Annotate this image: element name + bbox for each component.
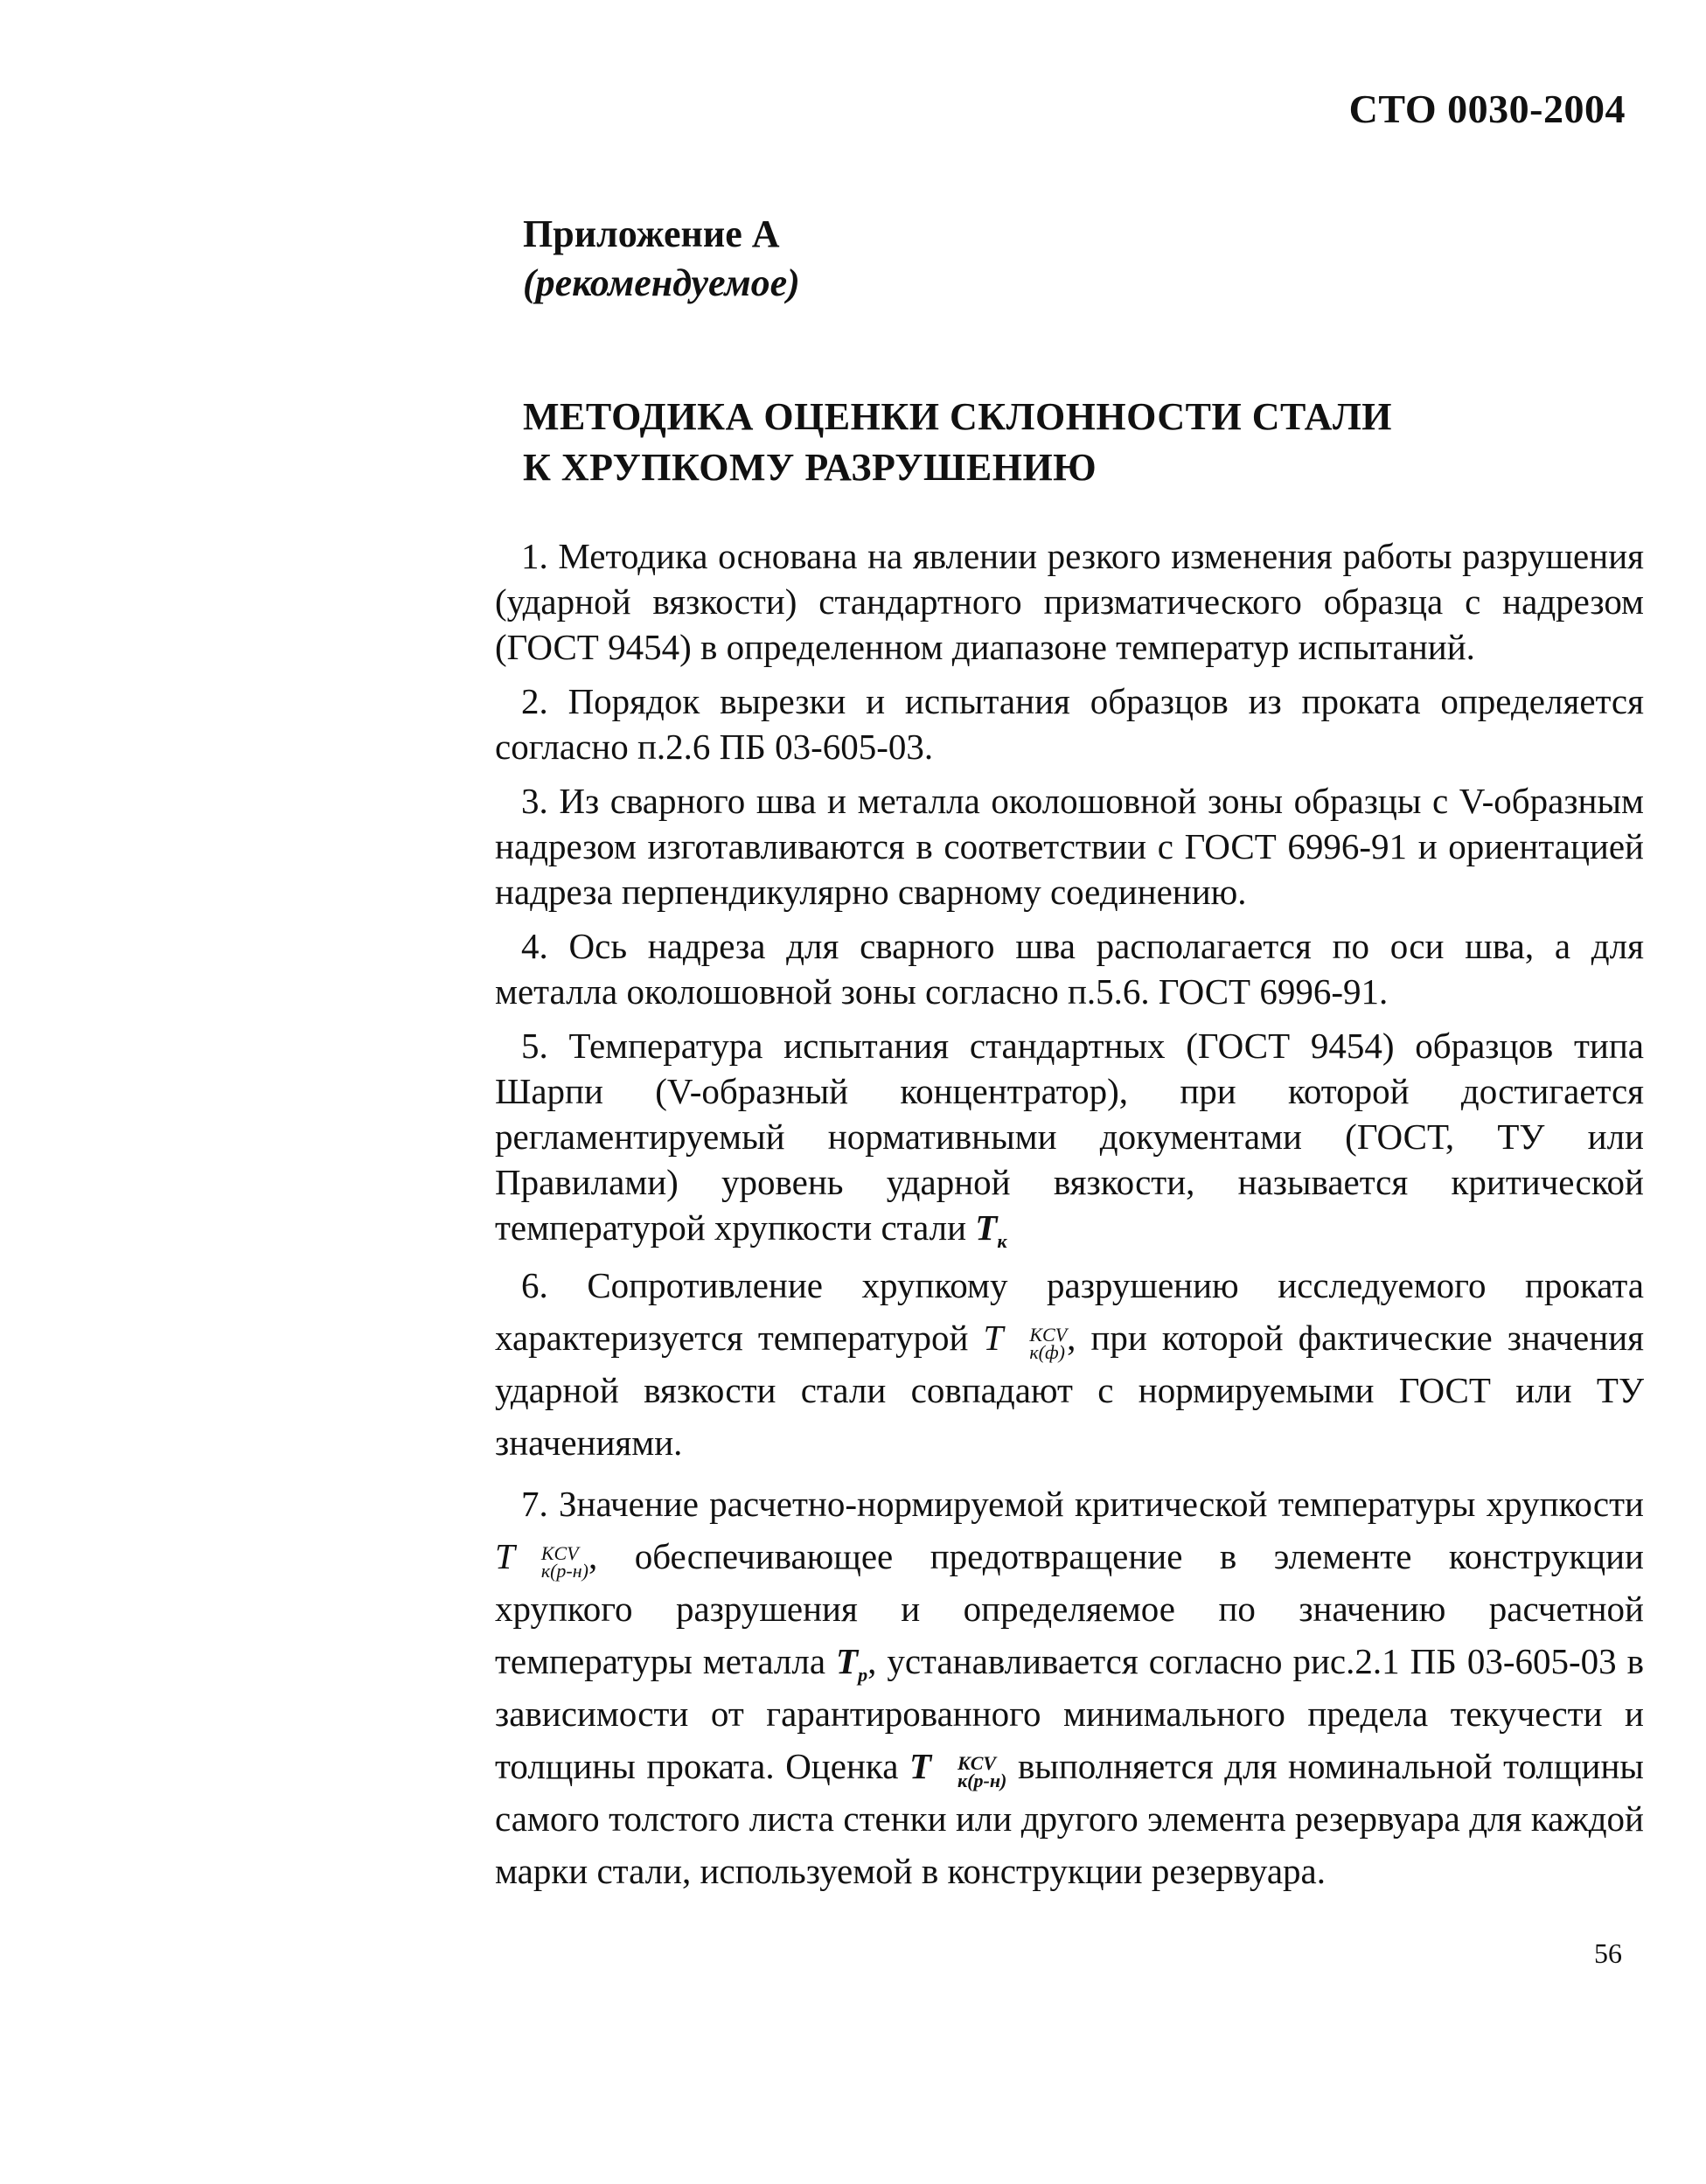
document-code: СТО 0030-2004 <box>1348 87 1626 131</box>
symbol-tp <box>836 1641 868 1687</box>
symbol-tk-kcv-f-indices <box>1003 1326 1067 1361</box>
symbol-tk-kcv-pn-bold-main: T <box>909 1746 932 1786</box>
paragraph-2: 2. Порядок вырезки и испытания образцов из проката определяется согласно п.2.6 ПБ 03-605-03. <box>495 681 1644 767</box>
symbol-tk-sub: к <box>997 1230 1007 1253</box>
symbol-tk-kcv-f <box>983 1318 1068 1363</box>
paragraph-6-text-before: 6. Сопротивление хрупкому разрушению исследуемого проката характеризуется температурой <box>495 1265 1644 1358</box>
symbol-tk-kcv-pn-bold-sub: к(р-н) <box>957 1770 1007 1791</box>
symbol-tk-kcv-f-sub: к(ф) <box>1029 1341 1065 1363</box>
symbol-tk-kcv-pn-bold-indices <box>931 1752 1007 1791</box>
page-number: 56 <box>1594 1937 1622 1969</box>
appendix-heading <box>523 210 800 308</box>
symbol-tk-kcv-pn-main: T <box>495 1536 515 1576</box>
paragraph-7-text-middle-1: , обеспечивающее предотвращение в элементе конструкции хрупкого разрушения и определяемое по значению расчетной температуры металла <box>495 1536 1644 1681</box>
symbol-tk-kcv-pn-indices <box>515 1542 588 1582</box>
symbol-tp-main: T <box>836 1641 859 1681</box>
appendix-status: (рекомендуемое) <box>523 261 800 304</box>
symbol-tk-main: T <box>975 1207 998 1248</box>
symbol-tp-sub: р <box>858 1664 868 1687</box>
symbol-tk <box>975 1207 1007 1253</box>
symbol-tk-kcv-pn-sup: KCV <box>540 1542 579 1564</box>
symbol-tk-kcv-f-main: T <box>983 1318 1004 1358</box>
symbol-tk-kcv-pn-sub: к(р-н) <box>540 1560 588 1582</box>
paragraph-7 <box>495 1478 1644 1897</box>
appendix-label: Приложение А <box>523 212 780 255</box>
paragraph-7-text-before: 7. Значение расчетно-нормируемой критической температуры хрупкости <box>521 1484 1644 1524</box>
paragraph-4: 4. Ось надреза для сварного шва располагается по оси шва, а для металла околошовной зоны согласно п.5.6. ГОСТ 6996-91. <box>495 926 1644 1012</box>
symbol-tk-kcv-f-sup: KCV <box>1029 1324 1068 1346</box>
paragraph-5 <box>495 1023 1644 1253</box>
section-title <box>523 392 1392 493</box>
section-title-line-2: К ХРУПКОМУ РАЗРУШЕНИЮ <box>523 446 1097 489</box>
document-body <box>495 533 1644 1906</box>
section-title-line-1: МЕТОДИКА ОЦЕНКИ СКЛОННОСТИ СТАЛИ <box>523 395 1392 438</box>
symbol-tk-kcv-pn <box>495 1536 588 1582</box>
paragraph-6-text-after: , при которой фактические значения ударной вязкости стали совпадают с нормируемыми ГОСТ или ТУ значениями. <box>495 1318 1644 1463</box>
paragraph-3: 3. Из сварного шва и металла околошовной зоны образцы с V-образным надрезом изготавливаются в соответствии с ГОСТ 6996-91 и ориентацией надреза перпендикулярно сварному соединению. <box>495 781 1644 912</box>
paragraph-7-text-after: выполняется для номинальной толщины самого толстого листа стенки или другого элемента резервуара для каждой марки стали, используемой в конструкции резервуара. <box>495 1746 1644 1891</box>
paragraph-1: 1. Методика основана на явлении резкого изменения работы разрушения (ударной вязкости) стандартного призматического образца с надрезом (ГОСТ 9454) в определенном диапазоне температур испытаний. <box>495 536 1644 667</box>
paragraph-6 <box>495 1259 1644 1469</box>
paragraph-5-text: 5. Температура испытания стандартных (ГОСТ 9454) образцов типа Шарпи (V-образный концентратор), при которой достигается регламентируемый нормативными документами (ГОСТ, ТУ или Правилами) уровень ударной вязкости, называется критической температурой хрупкости стали <box>495 1026 1644 1248</box>
symbol-tk-kcv-pn-bold-sup: KCV <box>957 1752 997 1774</box>
paragraph-7-text-middle-2: , устанавливается согласно рис.2.1 ПБ 03-605-03 в зависимости от гарантированного минимального предела текучести и толщины проката. Оценка <box>495 1641 1645 1786</box>
symbol-tk-kcv-pn-bold <box>909 1746 1007 1791</box>
